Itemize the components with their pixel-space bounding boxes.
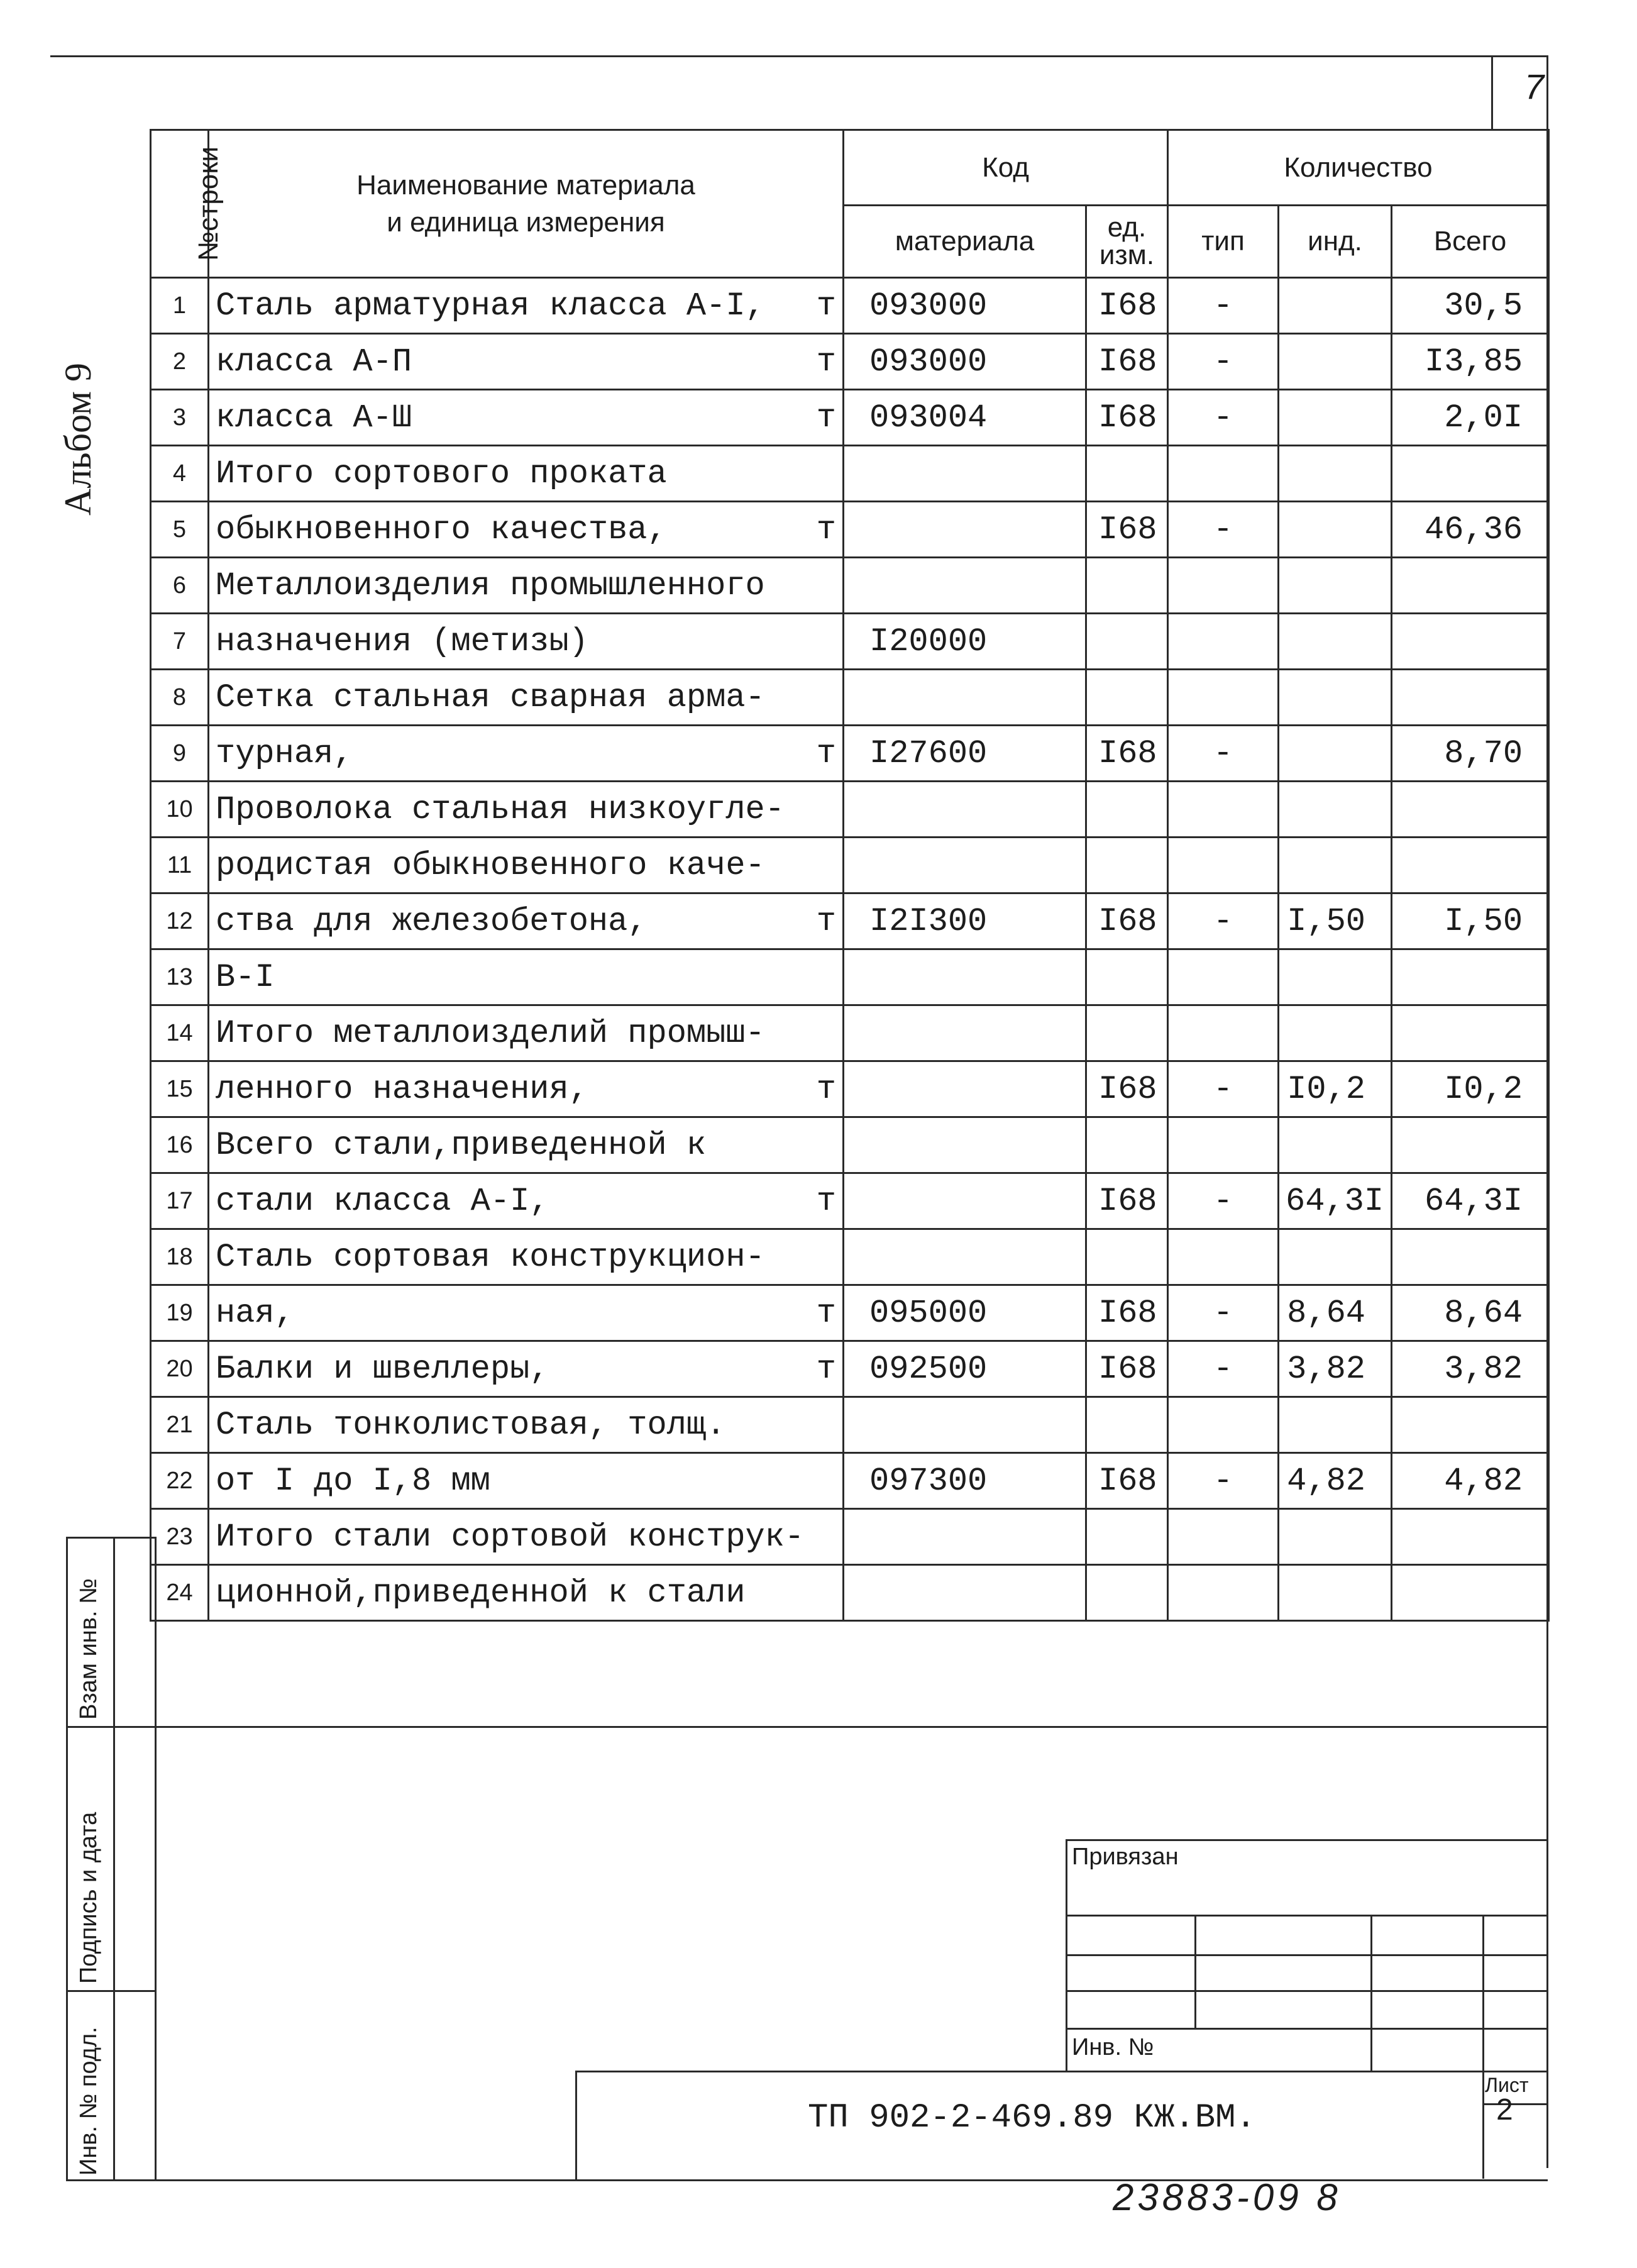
qty-total: 8,70 bbox=[1392, 726, 1549, 782]
table-row bbox=[151, 502, 1549, 558]
qty-type: - bbox=[1168, 1061, 1279, 1117]
table-row bbox=[151, 949, 1549, 1005]
page-number: 7 bbox=[1524, 67, 1545, 106]
material-name-text: ная, bbox=[216, 1294, 294, 1332]
archive-number: 23883-09 8 bbox=[1113, 2176, 1342, 2218]
privyazan-col-2 bbox=[1370, 1915, 1372, 2072]
material-name-text: Сталь сортовая конструкцион- bbox=[216, 1238, 765, 1276]
qty-ind bbox=[1279, 278, 1392, 334]
qty-ind bbox=[1279, 502, 1392, 558]
material-name bbox=[209, 278, 844, 334]
qty-total: 2,0I bbox=[1392, 390, 1549, 446]
qty-type bbox=[1168, 838, 1279, 893]
qty-type: - bbox=[1168, 1173, 1279, 1229]
privyazan-col-3 bbox=[1482, 1915, 1484, 2179]
qty-type bbox=[1168, 1565, 1279, 1621]
qty-type bbox=[1168, 782, 1279, 838]
qty-ind bbox=[1279, 949, 1392, 1005]
material-name bbox=[209, 1173, 844, 1229]
table-row bbox=[151, 614, 1549, 670]
table-row bbox=[151, 1397, 1549, 1453]
unit-code: I68 bbox=[1086, 334, 1168, 390]
qty-total bbox=[1392, 1397, 1549, 1453]
qty-type bbox=[1168, 1229, 1279, 1285]
row-number: 10 bbox=[151, 782, 209, 838]
row-number: 14 bbox=[151, 1005, 209, 1061]
table-row bbox=[151, 1173, 1549, 1229]
table-row bbox=[151, 893, 1549, 949]
unit-code bbox=[1086, 1229, 1168, 1285]
material-name-text: ционной,приведенной к стали bbox=[216, 1574, 746, 1612]
table-row bbox=[151, 390, 1549, 446]
material-code bbox=[844, 1509, 1086, 1565]
table-row bbox=[151, 446, 1549, 502]
row-number: 16 bbox=[151, 1117, 209, 1173]
material-name-text: стали класса А-I, bbox=[216, 1182, 549, 1220]
material-code bbox=[844, 949, 1086, 1005]
table-row bbox=[151, 726, 1549, 782]
unit-code bbox=[1086, 949, 1168, 1005]
unit-code bbox=[1086, 614, 1168, 670]
row-number: 1 bbox=[151, 278, 209, 334]
material-name-text: обыкновенного качества, bbox=[216, 511, 667, 548]
material-name bbox=[209, 390, 844, 446]
qty-ind: 64,3I bbox=[1279, 1173, 1392, 1229]
material-unit: т bbox=[816, 399, 836, 436]
qty-total: 46,36 bbox=[1392, 502, 1549, 558]
material-name-text: ленного назначения, bbox=[216, 1070, 588, 1108]
privyazan-col-1 bbox=[1194, 1915, 1196, 2028]
qty-ind bbox=[1279, 1397, 1392, 1453]
unit-code bbox=[1086, 1397, 1168, 1453]
material-name bbox=[209, 334, 844, 390]
stamp-inner-left bbox=[113, 1537, 115, 2179]
material-code bbox=[844, 1173, 1086, 1229]
privyazan-row-2 bbox=[1066, 1954, 1548, 1956]
qty-total bbox=[1392, 446, 1549, 502]
qty-total bbox=[1392, 1565, 1549, 1621]
qty-type bbox=[1168, 1117, 1279, 1173]
header-qty-type: тип bbox=[1168, 206, 1279, 278]
row-number: 12 bbox=[151, 893, 209, 949]
table-row bbox=[151, 278, 1549, 334]
material-code: 095000 bbox=[844, 1285, 1086, 1341]
material-name-text: Балки и швеллеры, bbox=[216, 1350, 549, 1388]
unit-code bbox=[1086, 1117, 1168, 1173]
material-name bbox=[209, 1117, 844, 1173]
unit-code bbox=[1086, 670, 1168, 726]
qty-ind bbox=[1279, 614, 1392, 670]
row-number: 21 bbox=[151, 1397, 209, 1453]
material-name bbox=[209, 502, 844, 558]
unit-code bbox=[1086, 446, 1168, 502]
list-label: Лист bbox=[1485, 2074, 1529, 2096]
qty-ind bbox=[1279, 558, 1392, 614]
qty-type: - bbox=[1168, 502, 1279, 558]
page-number-divider bbox=[1491, 55, 1493, 130]
table-row bbox=[151, 670, 1549, 726]
material-name bbox=[209, 1061, 844, 1117]
table-row bbox=[151, 1061, 1549, 1117]
header-code-unit: ед. изм. bbox=[1086, 206, 1168, 278]
material-name-text: Сетка стальная сварная арма- bbox=[216, 678, 765, 716]
material-name bbox=[209, 1285, 844, 1341]
material-name bbox=[209, 1565, 844, 1621]
unit-code: I68 bbox=[1086, 1453, 1168, 1509]
header-row-number: №строки bbox=[151, 130, 209, 278]
qty-total: 3,82 bbox=[1392, 1341, 1549, 1397]
header-code: Код bbox=[844, 130, 1168, 206]
material-code bbox=[844, 1229, 1086, 1285]
qty-ind: I,50 bbox=[1279, 893, 1392, 949]
qty-type bbox=[1168, 1397, 1279, 1453]
material-name bbox=[209, 1453, 844, 1509]
qty-total: I,50 bbox=[1392, 893, 1549, 949]
row-number: 15 bbox=[151, 1061, 209, 1117]
table-row bbox=[151, 1509, 1549, 1565]
material-code: 093000 bbox=[844, 278, 1086, 334]
qty-total bbox=[1392, 1005, 1549, 1061]
unit-code bbox=[1086, 1565, 1168, 1621]
qty-ind bbox=[1279, 726, 1392, 782]
sheet-number: 2 bbox=[1496, 2093, 1513, 2127]
row-number: 8 bbox=[151, 670, 209, 726]
stamp-vzam-inv: Взам инв. № bbox=[75, 1578, 102, 1720]
material-name-text: Итого стали сортовой конструк- bbox=[216, 1518, 805, 1556]
material-code bbox=[844, 1565, 1086, 1621]
table-row bbox=[151, 334, 1549, 390]
material-code bbox=[844, 1061, 1086, 1117]
privyazan-row-3 bbox=[1066, 1990, 1548, 1992]
material-unit: т bbox=[816, 511, 836, 548]
stamp-podpis-data: Подпись и дата bbox=[75, 1812, 102, 1984]
qty-total bbox=[1392, 614, 1549, 670]
material-name-text: В-I bbox=[216, 958, 275, 996]
qty-total: 4,82 bbox=[1392, 1453, 1549, 1509]
material-unit: т bbox=[816, 1350, 836, 1388]
material-name-text: Металлоизделия промышленного bbox=[216, 567, 765, 604]
material-code bbox=[844, 446, 1086, 502]
qty-ind: 8,64 bbox=[1279, 1285, 1392, 1341]
unit-code: I68 bbox=[1086, 278, 1168, 334]
material-name-text: ства для железобетона, bbox=[216, 902, 648, 940]
qty-type: - bbox=[1168, 390, 1279, 446]
header-name-line1: Наименование материала bbox=[356, 169, 695, 201]
material-code bbox=[844, 1397, 1086, 1453]
unit-code bbox=[1086, 838, 1168, 893]
material-name bbox=[209, 614, 844, 670]
table-frame-bottom bbox=[155, 1726, 1548, 1728]
material-name bbox=[209, 446, 844, 502]
table-row bbox=[151, 1341, 1549, 1397]
material-name bbox=[209, 1229, 844, 1285]
table-body bbox=[151, 278, 1549, 1621]
row-number: 3 bbox=[151, 390, 209, 446]
materials-table bbox=[150, 129, 1550, 1622]
row-number: 5 bbox=[151, 502, 209, 558]
album-label: Альбом 9 bbox=[57, 363, 99, 516]
material-unit: т bbox=[816, 1294, 836, 1332]
qty-ind: 4,82 bbox=[1279, 1453, 1392, 1509]
material-code bbox=[844, 782, 1086, 838]
material-unit: т bbox=[816, 734, 836, 772]
qty-ind bbox=[1279, 1005, 1392, 1061]
material-code: 093000 bbox=[844, 334, 1086, 390]
material-code: I2I300 bbox=[844, 893, 1086, 949]
qty-total bbox=[1392, 949, 1549, 1005]
unit-code: I68 bbox=[1086, 1341, 1168, 1397]
material-name-text: класса А-П bbox=[216, 343, 412, 380]
header-quantity: Количество bbox=[1168, 130, 1549, 206]
qty-ind bbox=[1279, 782, 1392, 838]
material-code: 097300 bbox=[844, 1453, 1086, 1509]
header-qty-ind: инд. bbox=[1279, 206, 1392, 278]
unit-code: I68 bbox=[1086, 893, 1168, 949]
doc-block-left bbox=[575, 2071, 577, 2179]
stamp-top bbox=[66, 1537, 156, 1539]
qty-ind: 3,82 bbox=[1279, 1341, 1392, 1397]
qty-ind bbox=[1279, 390, 1392, 446]
privyazan-row-4 bbox=[1066, 2028, 1548, 2030]
material-name bbox=[209, 1509, 844, 1565]
unit-code bbox=[1086, 782, 1168, 838]
material-name-text: Сталь тонколистовая, толщ. bbox=[216, 1406, 726, 1444]
material-code bbox=[844, 670, 1086, 726]
qty-type: - bbox=[1168, 334, 1279, 390]
unit-code bbox=[1086, 558, 1168, 614]
qty-total bbox=[1392, 782, 1549, 838]
unit-code bbox=[1086, 1509, 1168, 1565]
table-row bbox=[151, 1229, 1549, 1285]
qty-type: - bbox=[1168, 278, 1279, 334]
qty-ind bbox=[1279, 1509, 1392, 1565]
stamp-outer-left bbox=[66, 1537, 68, 2179]
material-name-text: турная, bbox=[216, 734, 353, 772]
table-row bbox=[151, 1565, 1549, 1621]
stamp-sep-1 bbox=[66, 1726, 156, 1728]
privyazan-label: Привязан bbox=[1072, 1844, 1179, 1870]
row-number: 22 bbox=[151, 1453, 209, 1509]
row-number: 6 bbox=[151, 558, 209, 614]
qty-ind bbox=[1279, 446, 1392, 502]
header-qty-total: Всего bbox=[1392, 206, 1549, 278]
qty-ind bbox=[1279, 334, 1392, 390]
material-name-text: класса А-Ш bbox=[216, 399, 412, 436]
unit-code: I68 bbox=[1086, 1173, 1168, 1229]
table-row bbox=[151, 558, 1549, 614]
row-number: 24 bbox=[151, 1565, 209, 1621]
material-name bbox=[209, 1397, 844, 1453]
material-code bbox=[844, 1117, 1086, 1173]
header-name bbox=[209, 130, 844, 278]
table-row bbox=[151, 782, 1549, 838]
qty-type bbox=[1168, 670, 1279, 726]
row-number: 11 bbox=[151, 838, 209, 893]
material-unit: т bbox=[816, 902, 836, 940]
qty-type bbox=[1168, 949, 1279, 1005]
qty-total bbox=[1392, 838, 1549, 893]
qty-total bbox=[1392, 1509, 1549, 1565]
material-code bbox=[844, 838, 1086, 893]
row-number: 20 bbox=[151, 1341, 209, 1397]
row-number: 9 bbox=[151, 726, 209, 782]
material-code bbox=[844, 1005, 1086, 1061]
material-code bbox=[844, 558, 1086, 614]
material-name bbox=[209, 949, 844, 1005]
qty-ind bbox=[1279, 1229, 1392, 1285]
qty-total bbox=[1392, 1117, 1549, 1173]
material-name-text: Всего стали,приведенной к bbox=[216, 1126, 707, 1164]
table-row bbox=[151, 1005, 1549, 1061]
qty-ind bbox=[1279, 1565, 1392, 1621]
material-unit: т bbox=[816, 1182, 836, 1220]
material-unit: т bbox=[816, 343, 836, 380]
material-name bbox=[209, 1005, 844, 1061]
material-unit: т bbox=[816, 1070, 836, 1108]
material-name-text: Итого сортового проката bbox=[216, 455, 667, 492]
material-name bbox=[209, 893, 844, 949]
material-code: 093004 bbox=[844, 390, 1086, 446]
table-row bbox=[151, 1285, 1549, 1341]
row-number: 2 bbox=[151, 334, 209, 390]
qty-total: 64,3I bbox=[1392, 1173, 1549, 1229]
material-unit: т bbox=[816, 287, 836, 324]
qty-type bbox=[1168, 446, 1279, 502]
doc-block-top bbox=[575, 2071, 1548, 2072]
qty-total: I3,85 bbox=[1392, 334, 1549, 390]
unit-code: I68 bbox=[1086, 390, 1168, 446]
row-number: 4 bbox=[151, 446, 209, 502]
stamp-inv-podl: Инв. № подл. bbox=[75, 2027, 102, 2176]
material-code: 092500 bbox=[844, 1341, 1086, 1397]
qty-type: - bbox=[1168, 1453, 1279, 1509]
qty-total bbox=[1392, 1229, 1549, 1285]
material-name-text: от I до I,8 мм bbox=[216, 1462, 490, 1500]
material-name bbox=[209, 838, 844, 893]
material-name-text: назначения (метизы) bbox=[216, 622, 588, 660]
qty-total bbox=[1392, 670, 1549, 726]
unit-code: I68 bbox=[1086, 1061, 1168, 1117]
table-row bbox=[151, 1117, 1549, 1173]
qty-type bbox=[1168, 614, 1279, 670]
qty-total: I0,2 bbox=[1392, 1061, 1549, 1117]
material-name bbox=[209, 558, 844, 614]
qty-type bbox=[1168, 1509, 1279, 1565]
qty-total bbox=[1392, 558, 1549, 614]
stamp-edge bbox=[155, 1537, 157, 2179]
material-name bbox=[209, 1341, 844, 1397]
material-name bbox=[209, 670, 844, 726]
qty-total: 30,5 bbox=[1392, 278, 1549, 334]
material-name-text: Сталь арматурная класса А-I, bbox=[216, 287, 765, 324]
row-number: 13 bbox=[151, 949, 209, 1005]
row-number: 17 bbox=[151, 1173, 209, 1229]
document-code: ТП 902-2-469.89 КЖ.ВМ. bbox=[808, 2099, 1256, 2137]
inv-no-label: Инв. № bbox=[1072, 2034, 1154, 2061]
unit-code: I68 bbox=[1086, 1285, 1168, 1341]
unit-code: I68 bbox=[1086, 726, 1168, 782]
row-number: 18 bbox=[151, 1229, 209, 1285]
qty-type bbox=[1168, 558, 1279, 614]
top-border-line bbox=[50, 55, 1546, 57]
material-code bbox=[844, 502, 1086, 558]
qty-total: 8,64 bbox=[1392, 1285, 1549, 1341]
unit-code: I68 bbox=[1086, 502, 1168, 558]
material-code: I20000 bbox=[844, 614, 1086, 670]
unit-code bbox=[1086, 1005, 1168, 1061]
qty-ind bbox=[1279, 1117, 1392, 1173]
qty-type: - bbox=[1168, 893, 1279, 949]
material-name bbox=[209, 726, 844, 782]
qty-ind bbox=[1279, 838, 1392, 893]
header-code-material: материала bbox=[844, 206, 1086, 278]
header-name-line2: и единица измерения bbox=[387, 207, 665, 238]
qty-type bbox=[1168, 1005, 1279, 1061]
table-row bbox=[151, 1453, 1549, 1509]
qty-type: - bbox=[1168, 1341, 1279, 1397]
list-label-line bbox=[1482, 2103, 1548, 2105]
material-name-text: Проволока стальная низкоугле- bbox=[216, 790, 785, 828]
row-number: 7 bbox=[151, 614, 209, 670]
table-row bbox=[151, 838, 1549, 893]
qty-type: - bbox=[1168, 1285, 1279, 1341]
material-name-text: Итого металлоизделий промыш- bbox=[216, 1014, 765, 1052]
privyazan-top bbox=[1066, 1839, 1548, 1841]
row-number: 23 bbox=[151, 1509, 209, 1565]
material-name bbox=[209, 782, 844, 838]
material-code: I27600 bbox=[844, 726, 1086, 782]
row-number: 19 bbox=[151, 1285, 209, 1341]
qty-ind bbox=[1279, 670, 1392, 726]
qty-ind: I0,2 bbox=[1279, 1061, 1392, 1117]
stamp-sep-2 bbox=[66, 1990, 156, 1992]
privyazan-row-1 bbox=[1066, 1915, 1548, 1917]
material-name-text: родистая обыкновенного каче- bbox=[216, 846, 765, 884]
qty-type: - bbox=[1168, 726, 1279, 782]
